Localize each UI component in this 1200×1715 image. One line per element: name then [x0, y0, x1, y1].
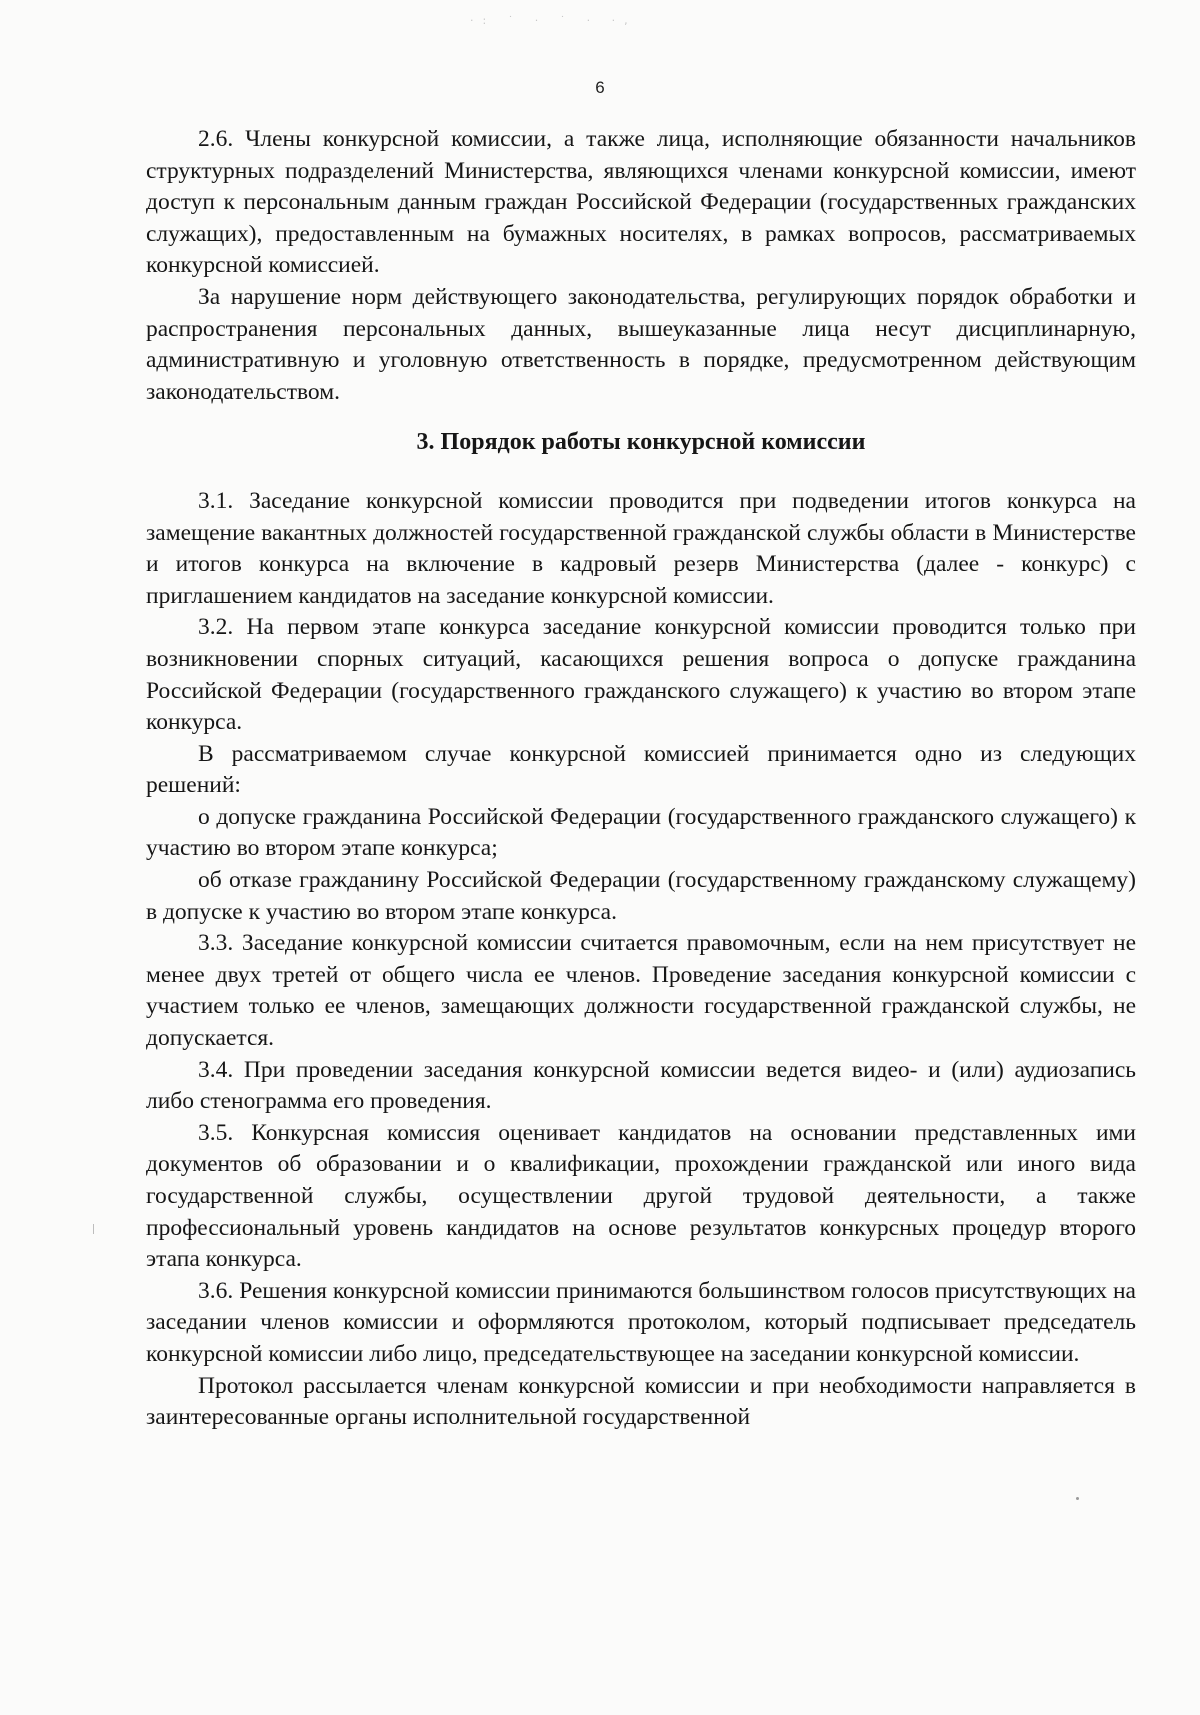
paragraph-3-5: 3.5. Конкурсная комиссия оценивает кандидатов на основании представленных ими документов об образовании и о квалификации, прохождении гражданской или иного вида государственной службы, осуществлении другой трудовой деятельности, а также профессиональный уровень кандидатов на основе результатов конкурсных процедур второго этапа конкурса. — [146, 1119, 1136, 1273]
page-number: 6 — [595, 78, 605, 97]
paragraph-3-2-decisions: В рассматриваемом случае конкурсной комиссией принимается одно из следующих решений: — [146, 740, 1136, 799]
paragraph-3-1: 3.1. Заседание конкурсной комиссии проводится при подведении итогов конкурса на замещение вакантных должностей государственной гражданской службы области в Министерстве и итогов конкурса на включение в кадровый резерв Министерства (далее - конкурс) с приглашением кандидатов на заседание конкурсной комиссии. — [146, 487, 1136, 609]
paragraph-3-2-option-admit: о допуске гражданина Российской Федерации (государственного гражданского служащего) к участию во втором этапе конкурса; — [146, 803, 1136, 862]
scan-dust-dot — [1076, 1497, 1079, 1500]
paragraph-3-6: 3.6. Решения конкурсной комиссии принимаются большинством голосов присутствующих на заседании членов комиссии и оформляются протоколом, который подписывает председатель конкурсной комиссии либо лицо, председательствующее на заседании конкурсной комиссии. — [146, 1277, 1136, 1367]
section-3-heading: 3. Порядок работы конкурсной комиссии — [416, 429, 866, 456]
paragraph-3-2-option-refuse: об отказе гражданину Российской Федерации (государственному гражданскому служащему) в допуске к участию во втором этапе конкурса. — [146, 867, 1136, 925]
paragraph-3-2: 3.2. На первом этапе конкурса заседание конкурсной комиссии проводится только при возникновении спорных ситуаций, касающихся решения вопроса о допуске гражданина Российской Федерации (государственного гражданского служащего) к участию во втором этапе конкурса. — [146, 614, 1136, 736]
paragraph-3-6-protocol: Протокол рассылается членам конкурсной комиссии и при необходимости направляется в заинтересованные органы исполнительной государственной — [146, 1372, 1136, 1431]
paragraph-3-3: 3.3. Заседание конкурсной комиссии считается правомочным, если на нем присутствует не менее двух третей от общего числа ее членов. Проведение заседания конкурсной комиссии с участием только ее членов, замещающих должности государственной гражданской службы, не допускается. — [146, 930, 1136, 1052]
paragraph-2-6-liability: За нарушение норм действующего законодательства, регулирующих порядок обработки и распространения персональных данных, вышеуказанные лица несут дисциплинарную, административную и уголовную ответственность в порядке, предусмотренном действующим законодательством. — [146, 283, 1136, 405]
document-body — [146, 124, 1136, 1434]
scan-margin-mark — [93, 1224, 94, 1234]
paragraph-3-4: 3.4. При проведении заседания конкурсной комиссии ведется видео- и (или) аудиозапись либо стенограмма его проведения. — [146, 1056, 1136, 1115]
paragraph-2-6: 2.6. Члены конкурсной комиссии, а также лица, исполняющие обязанности начальников структурных подразделений Министерства, являющихся членами конкурсной комиссии, имеют доступ к персональным данным граждан Российской Федерации (государственных гражданских служащих), предоставленным на бумажных носителях, в рамках вопросов, рассматриваемых конкурсной комиссией. — [146, 126, 1136, 279]
scan-noise-marks: ·: ˙ · ˙ · ·, — [470, 14, 637, 27]
